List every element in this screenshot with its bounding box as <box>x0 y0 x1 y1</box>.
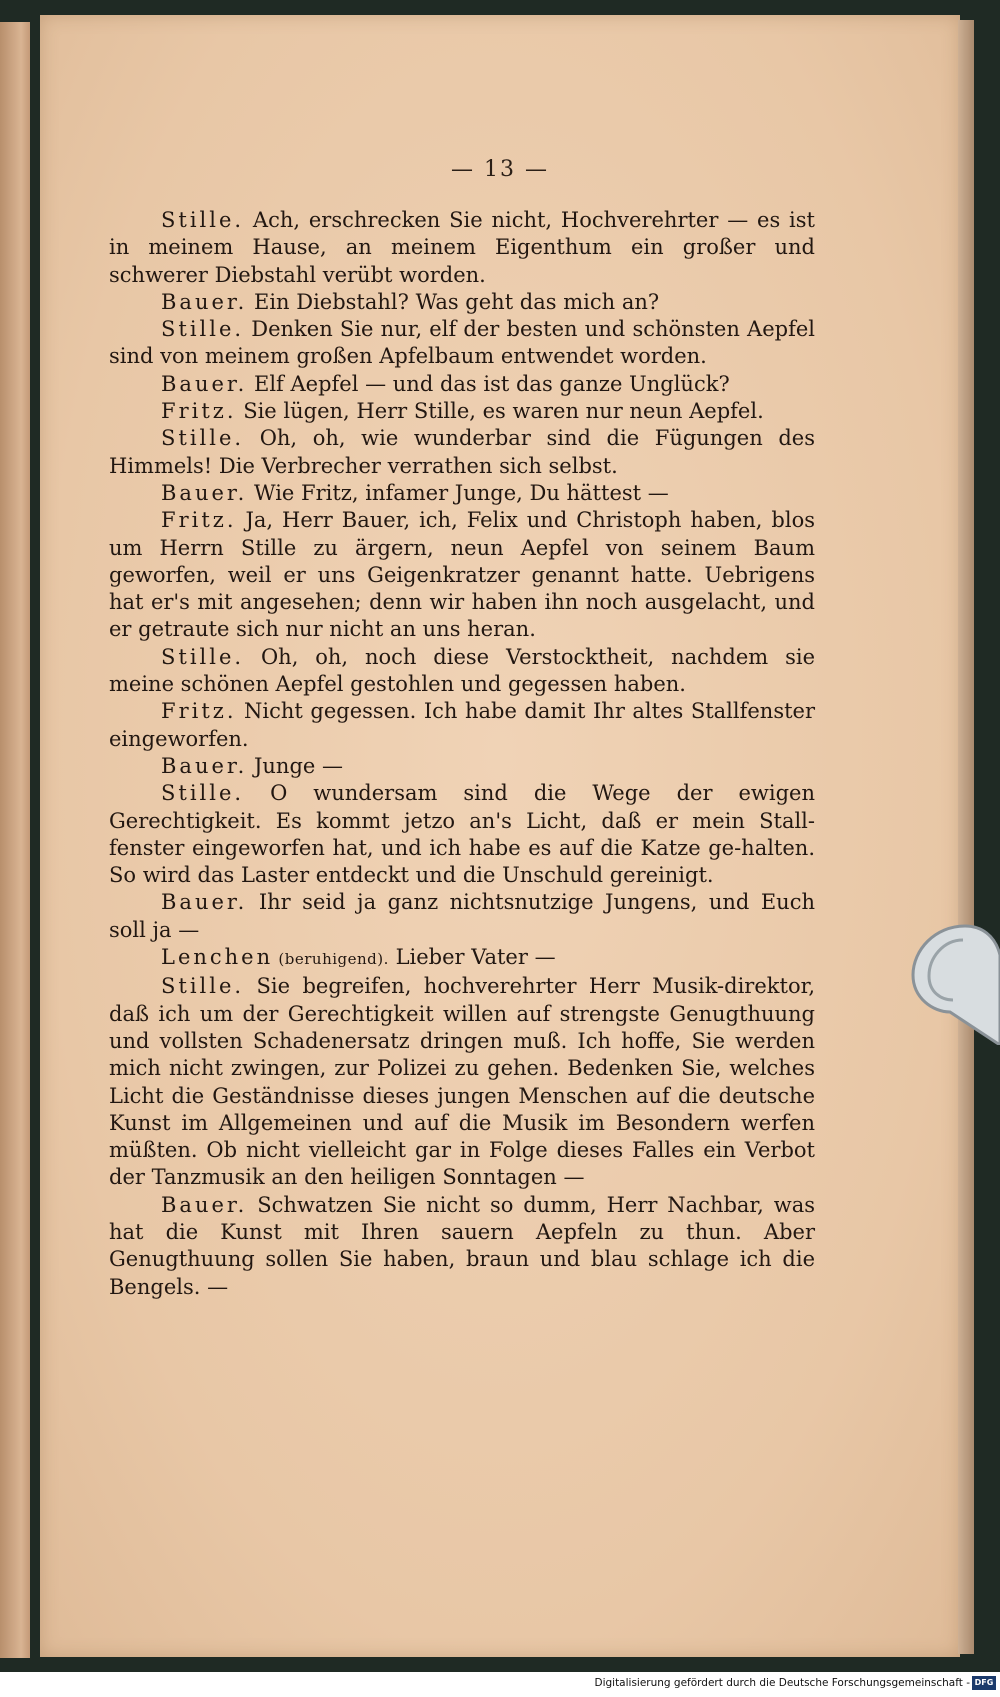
dialogue-line <box>109 371 815 398</box>
dialogue-line <box>109 507 815 643</box>
dfg-logo: DFG <box>972 1676 996 1690</box>
dialogue-text: Junge — <box>247 753 344 778</box>
dialogue-text: Ihr seid ja ganz nichtsnutzige Jungens, und Euch soll ja — <box>109 890 815 942</box>
dialogue-line <box>109 698 815 753</box>
speaker-name: Bauer. <box>161 1192 248 1217</box>
speaker-name: Bauer. <box>161 371 248 396</box>
dialogue-line <box>109 753 815 780</box>
dialogue-text: Ach, erschrecken Sie nicht, Hochverehrter — es ist in meinem Hause, an meinem Eigenthum ein großer und schwerer Diebstahl verübt worden. <box>109 208 815 287</box>
dialogue-line <box>109 944 815 973</box>
stage-direction: (beruhigend). <box>273 950 389 969</box>
page-number: — 13 — <box>451 157 549 182</box>
dialogue-text: Sie begreifen, hochverehrter Herr Musik-direktor, daß ich um der Gerechtigkeit willen auf strengste Genugthuung und vollsten Schadenersatz dringen muß. Ich hoffe, Sie werden mich nicht zwingen, zur Polizei zu gehen. Bedenken Sie, welches Licht die Geständnisse dieses jungen Menschen auf die deutsche Kunst im Allgemeinen und auf die Musik im Besondern werfen müßten. Ob nicht vielleicht gar in Folge dieses Falles ein Verbot der Tanzmusik an den heiligen Sonntagen — <box>109 974 815 1190</box>
speaker-name: Fritz. <box>161 699 237 724</box>
funding-notice: Digitalisierung gefördert durch die Deutsche Forschungsgemeinschaft - <box>594 1677 970 1689</box>
dialogue-text: Denken Sie nur, elf der besten und schönsten Aepfel sind von meinem großen Apfelbaum entwendet worden. <box>109 317 815 369</box>
dialogue-text: Wie Fritz, infamer Junge, Du hättest — <box>247 480 669 505</box>
dialogue-text: Schwatzen Sie nicht so dumm, Herr Nachbar, was hat die Kunst mit Ihren sauern Aepfeln zu thun. Aber Genugthuung sollen Sie haben, braun und blau schlage ich die Bengels. — <box>109 1192 815 1299</box>
speaker-name: Bauer. <box>161 753 248 778</box>
dialogue-line <box>109 780 815 889</box>
dialogue-line <box>109 973 815 1191</box>
speaker-name: Fritz. <box>161 508 237 533</box>
speaker-name: Stille. <box>161 317 245 342</box>
dialogue-text: Sie lügen, Herr Stille, es waren nur neun Aepfel. <box>236 399 764 424</box>
dialogue-text: O wundersam sind die Wege der ewigen Gerechtigkeit. Es kommt jetzo an's Licht, daß er mein Stall-fenster eingeworfen hat, und ich habe es auf die Katze ge-halten. So wird das Laster entdeckt und die Unschuld gereinigt. <box>109 781 815 888</box>
speaker-name: Stille. <box>161 781 245 806</box>
dialogue-line <box>109 289 815 316</box>
dialogue-line <box>109 425 815 480</box>
book-spine <box>0 22 30 1658</box>
speaker-name: Lenchen <box>161 945 274 970</box>
dialogue-text: Oh, oh, noch diese Verstocktheit, nachdem sie meine schönen Aepfel gestohlen und gegessen haben. <box>109 644 815 697</box>
dialogue-text: Lieber Vater — <box>388 945 556 970</box>
footer-bar <box>0 1672 1000 1697</box>
dialogue-line <box>109 316 815 371</box>
speaker-name: Bauer. <box>161 480 248 505</box>
speaker-name: Stille. <box>161 974 245 999</box>
page-edge <box>958 20 974 1654</box>
dialogue-line <box>109 644 815 699</box>
dialogue-text: Ja, Herr Bauer, ich, Felix und Christoph haben, blos um Herrn Stille zu ärgern, neun Aepfel von seinem Baum geworfen, weil er uns Geigenkratzer genannt hatte. Uebrigens hat er's mit angesehen; denn wir haben ihn noch ausgelacht, und er getraute sich nur nicht an uns heran. <box>109 508 815 642</box>
speaker-name: Stille. <box>161 644 245 669</box>
dialogue-line <box>109 480 815 507</box>
dialogue-text: Oh, oh, wie wunderbar sind die Fügungen des Himmels! Die Verbrecher verrathen sich selbst. <box>109 426 815 478</box>
page-text <box>109 207 815 1301</box>
speaker-name: Stille. <box>161 208 245 232</box>
speaker-name: Fritz. <box>161 399 237 424</box>
speaker-name: Bauer. <box>161 890 248 915</box>
dialogue-line <box>109 1192 815 1301</box>
book-page <box>40 15 960 1657</box>
dialogue-line <box>109 889 815 944</box>
paper-clip-icon <box>905 920 1000 1045</box>
speaker-name: Bauer. <box>161 289 248 314</box>
dialogue-line <box>109 398 815 425</box>
speaker-name: Stille. <box>161 426 245 451</box>
dialogue-text: Ein Diebstahl? Was geht das mich an? <box>247 289 660 314</box>
dialogue-text: Elf Aepfel — und das ist das ganze Unglück? <box>247 371 730 396</box>
dialogue-text: Nicht gegessen. Ich habe damit Ihr altes Stallfenster eingeworfen. <box>109 699 815 751</box>
dialogue-line <box>109 207 815 289</box>
